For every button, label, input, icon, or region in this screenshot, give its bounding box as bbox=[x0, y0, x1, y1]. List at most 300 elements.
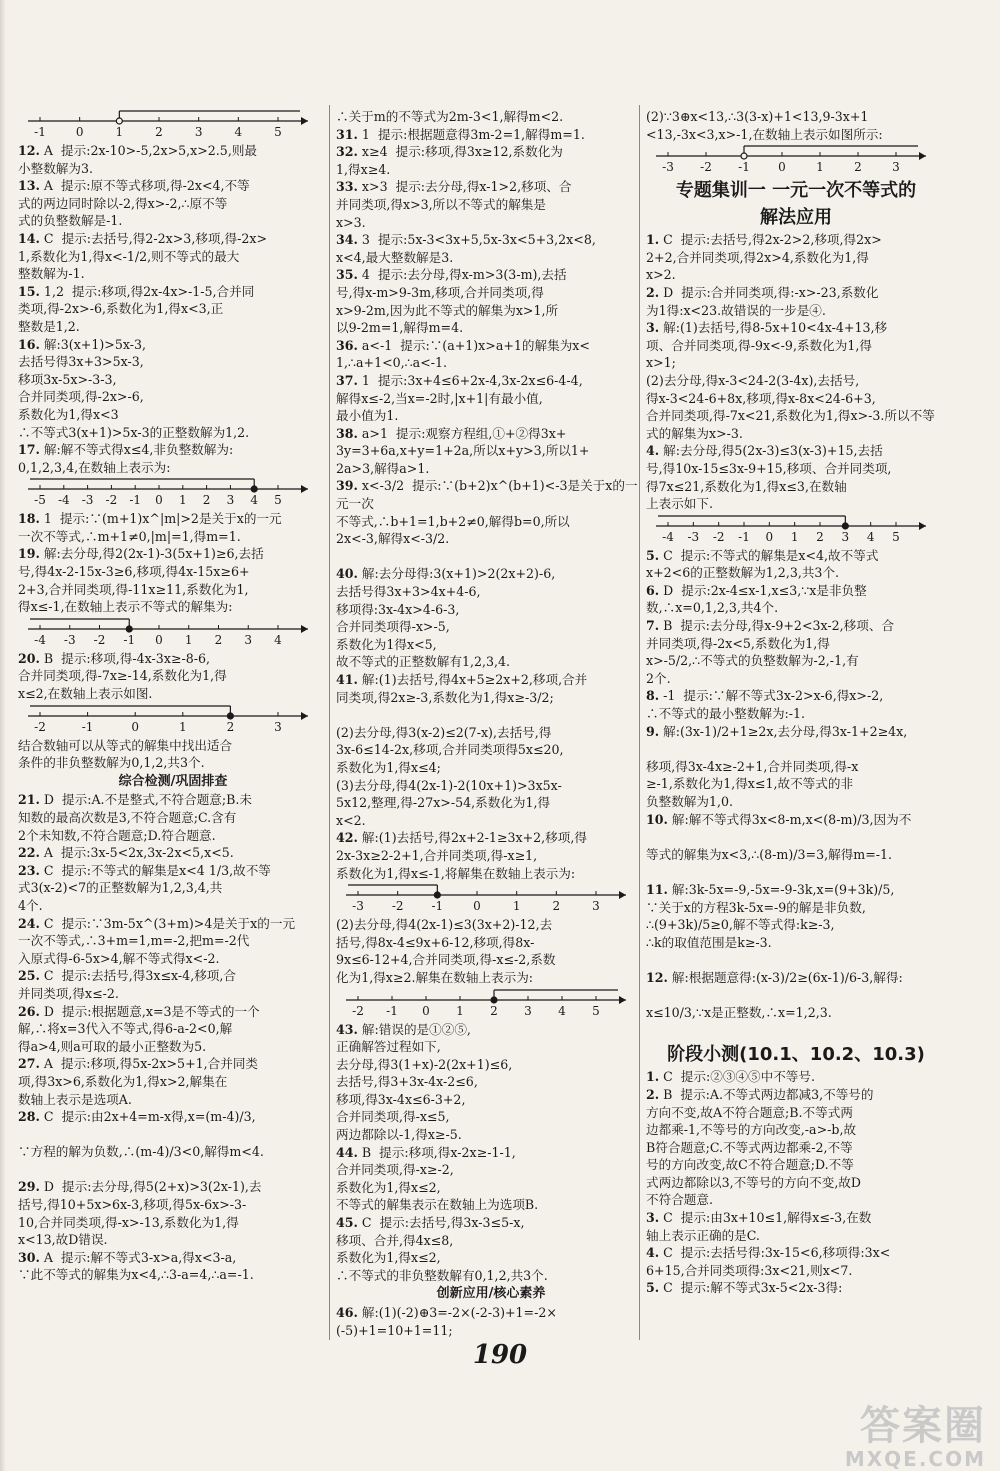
answer-text: ∴不等式的非负整数解有0,1,2,共3个. bbox=[336, 1267, 548, 1283]
answer-line bbox=[336, 865, 646, 883]
answer-item bbox=[18, 510, 328, 528]
number-line-label: -4 bbox=[57, 493, 70, 508]
number-line bbox=[646, 145, 936, 175]
answer-text: 号的方向改变,故C不符合题意;D.不等 bbox=[646, 1157, 854, 1173]
answer-text: C 提示:不等式的解集是x<4,故不等式 bbox=[659, 547, 879, 563]
answer-item bbox=[646, 1086, 946, 1104]
answer-line bbox=[646, 863, 946, 881]
answer-item bbox=[336, 266, 646, 284]
answer-line bbox=[336, 583, 646, 601]
answer-text: ∴(9+3k)/5≥0,解不等式得:k≥-3, bbox=[646, 917, 835, 933]
answer-item bbox=[18, 545, 328, 563]
answer-line bbox=[18, 985, 328, 1003]
answer-text: ∵此不等式的解集为x<4,∴3-a=4,∴a=-1. bbox=[18, 1267, 254, 1283]
answer-text: 不等式的解集表示在数轴上为选项B. bbox=[336, 1197, 539, 1213]
answer-text: 边都乘-1,不等号的方向改变,-a>-b,故 bbox=[646, 1122, 857, 1138]
question-number: 40. bbox=[336, 566, 358, 582]
answer-text: 1,系数化为1,得x<-1/2,则不等式的最大 bbox=[18, 248, 240, 264]
number-line-label: -1 bbox=[431, 899, 444, 914]
number-line-label: 3 bbox=[892, 160, 900, 175]
answer-text: x<-3/2 提示:∵(b+2)x^(b+1)<-3是关于x的一元一次 bbox=[336, 478, 638, 512]
answer-line bbox=[18, 809, 328, 827]
answer-line bbox=[18, 212, 328, 230]
answer-item bbox=[336, 143, 646, 161]
question-number: 18. bbox=[18, 511, 40, 527]
answer-text: 去括号得3x+3>5x-3, bbox=[18, 354, 144, 370]
answer-item bbox=[336, 1021, 646, 1039]
chapter-heading: 专题集训一 一元一次不等式的 bbox=[675, 180, 917, 202]
answer-item bbox=[18, 791, 328, 809]
answer-text: D 提示:去分母,得5(2+x)>3(2x-1),去 bbox=[39, 1179, 262, 1195]
answer-line bbox=[18, 424, 328, 442]
question-number: 1. bbox=[646, 1069, 660, 1085]
answer-line bbox=[18, 950, 328, 968]
question-number: 45. bbox=[336, 1215, 358, 1231]
closed-endpoint bbox=[491, 997, 497, 1003]
answer-text: 最小值为1. bbox=[336, 408, 399, 424]
answer-item bbox=[18, 230, 328, 248]
answer-line bbox=[336, 1232, 646, 1250]
answer-text: 6+15,合并同类项得:3x<21,则x<7. bbox=[646, 1262, 853, 1278]
answer-text: 数轴上表示是选项A. bbox=[18, 1091, 132, 1107]
answer-line bbox=[18, 563, 328, 581]
answer-item bbox=[646, 1068, 946, 1086]
answer-text: x+2<6的正整数解为1,2,3,共3个. bbox=[646, 565, 840, 581]
answer-line bbox=[646, 1191, 946, 1209]
number-line-label: 2 bbox=[854, 160, 862, 175]
number-line-label: 0 bbox=[422, 1003, 430, 1018]
answer-text: ∴不等式3(x+1)>5x-3的正整数解为1,2. bbox=[18, 424, 250, 440]
answer-item bbox=[18, 862, 328, 880]
answer-line bbox=[18, 581, 328, 599]
answer-item bbox=[646, 687, 946, 705]
number-line bbox=[18, 618, 318, 648]
answer-text: 2+3,合并同类项,得-11x≥11,系数化为1, bbox=[18, 581, 249, 597]
answer-line bbox=[336, 319, 646, 337]
answer-text: B 提示:移项,得-4x-3x≥-8-6, bbox=[39, 650, 211, 666]
number-line-label: 1 bbox=[816, 160, 824, 175]
answer-text: C 提示:去括号,得3x≤x-4,移项,合 bbox=[39, 968, 236, 984]
answer-line bbox=[336, 934, 646, 952]
number-line-label: -1 bbox=[81, 719, 94, 734]
answer-text: 一次不等式,∴3+m=1,m=-2,把m=-2代 bbox=[18, 933, 250, 949]
question-number: 10. bbox=[646, 811, 668, 827]
answer-text: 1,∴a+1<0,∴a<-1. bbox=[336, 355, 448, 371]
number-line-label: -2 bbox=[712, 529, 725, 544]
answer-line bbox=[336, 460, 646, 478]
answer-line bbox=[646, 1121, 946, 1139]
answer-line bbox=[646, 460, 946, 478]
answer-text: 得x≤-1,在数轴上表示不等式的解集为: bbox=[18, 599, 233, 615]
answer-line bbox=[336, 1322, 646, 1340]
answer-item bbox=[18, 967, 328, 985]
number-line-label: 2 bbox=[552, 899, 561, 914]
question-number: 42. bbox=[336, 830, 358, 846]
answer-line bbox=[18, 1143, 328, 1161]
answer-line bbox=[336, 759, 646, 777]
answer-line bbox=[646, 1262, 946, 1280]
answer-line bbox=[336, 548, 646, 566]
answer-line bbox=[336, 969, 646, 987]
answer-line bbox=[18, 160, 328, 178]
answer-text: 移项得:3x-4x>4-6-3, bbox=[336, 601, 460, 617]
answer-line bbox=[18, 879, 328, 897]
answer-text: 项,得3x>6,系数化为1,得x>2,解集在 bbox=[18, 1073, 228, 1089]
answer-line bbox=[336, 1056, 646, 1074]
question-number: 8. bbox=[646, 688, 660, 704]
answer-text: 3y=3+6a,x+y=1+2a,所以x+y>3,所以1+ bbox=[336, 443, 590, 459]
answer-item bbox=[336, 1304, 646, 1322]
answer-line bbox=[646, 899, 946, 917]
question-number: 16. bbox=[18, 336, 40, 352]
answer-text: x≤2,在数轴上表示如图. bbox=[18, 686, 153, 702]
number-line-label: 2 bbox=[490, 1003, 498, 1018]
answer-text: 不等式,∴b+1=1,b+2≠0,解得b=0,所以 bbox=[336, 513, 570, 529]
number-line-label: -3 bbox=[63, 632, 76, 647]
answer-line bbox=[646, 599, 946, 617]
answer-text: 系数化为1,得x≤4; bbox=[336, 759, 441, 775]
answer-text: C 提示:②③④⑤中不等号. bbox=[659, 1069, 815, 1085]
number-line-label: 0 bbox=[131, 719, 140, 734]
answer-text: 并同类项,得-2x<5,系数化为1,得 bbox=[646, 635, 830, 651]
answer-text: 方向不变,故A不符合题意;B.不等式两 bbox=[646, 1104, 853, 1120]
number-line-arrow bbox=[301, 485, 308, 493]
number-line-label: 0 bbox=[155, 632, 163, 647]
answer-line bbox=[336, 1108, 646, 1126]
answer-text: 类项,得-2x>-6,系数化为1,得x<3,正 bbox=[18, 301, 224, 317]
answer-line bbox=[336, 407, 646, 425]
answer-line bbox=[18, 195, 328, 213]
answer-line bbox=[18, 300, 328, 318]
answer-line bbox=[18, 318, 328, 336]
number-line-arrow bbox=[619, 891, 626, 899]
number-line-label: 0 bbox=[473, 899, 481, 914]
answer-text: ∵方程的解为负数,∴(m-4)/3<0,解得m<4. bbox=[18, 1144, 264, 1160]
question-number: 26. bbox=[18, 1003, 40, 1019]
answer-text: 3 提示:5x-3<3x+5,5x-3x<5+3,2x<8, bbox=[357, 232, 596, 248]
section-heading: 创新应用/核心素养 bbox=[436, 1286, 546, 1302]
number-line-label: 0 bbox=[75, 125, 84, 139]
answer-text: 解:去分母得:3(x+1)>2(2x+2)-6, bbox=[357, 566, 556, 582]
answer-line bbox=[336, 530, 646, 548]
question-number: 46. bbox=[336, 1305, 358, 1320]
answer-text: 3x-6≤14-2x,移项,合并同类项得5x≤20, bbox=[336, 742, 564, 758]
answer-text: D 提示:根据题意,x=3是不等式的一个 bbox=[39, 1003, 260, 1019]
answer-item bbox=[336, 671, 646, 689]
question-number: 5. bbox=[646, 1280, 660, 1296]
answer-line bbox=[646, 951, 946, 969]
answer-line bbox=[646, 775, 946, 793]
answer-line bbox=[646, 1004, 946, 1022]
number-line-arrow bbox=[301, 117, 308, 125]
answer-text: 项、合并同类项,得-9x<-9,系数化为1,得 bbox=[646, 337, 872, 353]
answer-text: 小整数解为3. bbox=[18, 160, 93, 176]
answer-column-left bbox=[18, 108, 328, 1284]
answer-text: 5x12,整理,得-27x>-54,系数化为1,得 bbox=[336, 795, 551, 811]
answer-text: 1,2 提示:移项,得2x-4x>-1-5,合并同 bbox=[39, 283, 255, 299]
number-line-label: -1 bbox=[738, 529, 750, 544]
answer-item bbox=[646, 547, 946, 565]
answer-text: 同类项,得2x≥-3,系数化为1,得x≥-3/2; bbox=[336, 689, 554, 705]
number-line-label: 4 bbox=[274, 632, 282, 647]
answer-text: 得7x≤21,系数化为1,得x≤3,在数轴 bbox=[646, 478, 847, 494]
chapter-heading: 阶段小测(10.1、10.2、10.3) bbox=[667, 1044, 925, 1066]
number-line-label: -2 bbox=[34, 719, 46, 734]
answer-item bbox=[336, 126, 646, 144]
answer-item bbox=[336, 1144, 646, 1162]
answer-line bbox=[18, 1196, 328, 1214]
number-line-label: 4 bbox=[558, 1003, 566, 1018]
answer-line bbox=[646, 390, 946, 408]
question-number: 22. bbox=[18, 845, 40, 861]
page-number: 190 bbox=[472, 1340, 528, 1370]
answer-line bbox=[336, 1038, 646, 1056]
answer-item bbox=[18, 1108, 328, 1126]
answer-text: 2个未知数,不符合题意;D.符合题意. bbox=[18, 827, 216, 843]
number-line-label: 3 bbox=[194, 125, 203, 139]
answer-text: <13,-3x<3,x>-1,在数轴上表示如图所示: bbox=[646, 126, 883, 142]
answer-text: 整数解为-1. bbox=[18, 266, 85, 282]
answer-text: 式两边都除以3,不等号的方向不变,故D bbox=[646, 1174, 862, 1190]
answer-text: B 提示:去分母,得x-9+2<3x-2,移项、合 bbox=[659, 618, 895, 634]
answer-text: 解:错误的是①②⑤, bbox=[357, 1021, 471, 1037]
answer-line bbox=[646, 1104, 946, 1122]
question-number: 32. bbox=[336, 144, 358, 160]
number-line-label: -5 bbox=[34, 493, 46, 508]
answer-text: 解,∴将x=3代入不等式,得6-a-2<0,解 bbox=[18, 1021, 233, 1037]
answer-text: ∴k的取值范围是k≥-3. bbox=[646, 934, 772, 950]
answer-item bbox=[18, 1178, 328, 1196]
answer-line bbox=[336, 1161, 646, 1179]
answer-text: 负整数解为1,0. bbox=[646, 794, 734, 809]
number-line-label: 5 bbox=[274, 125, 282, 139]
question-number: 23. bbox=[18, 862, 40, 878]
answer-line bbox=[18, 737, 328, 755]
answer-text: 两边都除以-1,得x≥-5. bbox=[336, 1127, 462, 1143]
number-line-label: 3 bbox=[274, 719, 282, 734]
answer-line bbox=[646, 1174, 946, 1192]
answer-line bbox=[18, 1091, 328, 1109]
column-divider bbox=[329, 105, 330, 1340]
question-number: 17. bbox=[18, 442, 40, 458]
answer-column-right bbox=[646, 108, 946, 1297]
question-number: 44. bbox=[336, 1144, 358, 1160]
answer-text: 移项,得3x-4x≥-2+1,合并同类项,得-x bbox=[646, 758, 859, 774]
answer-text: C 提示:由3x+10≤1,解得x≤-3,在数 bbox=[659, 1210, 872, 1226]
answer-text: 式的两边同时除以-2,得x>-2,∴原不等 bbox=[18, 195, 228, 211]
answer-line bbox=[336, 636, 646, 654]
answer-item bbox=[18, 142, 328, 160]
number-line-label: -1 bbox=[123, 632, 136, 647]
answer-text: 解:(3x-1)/2+1≥2x,去分母,得3x-1+2≥4x, bbox=[659, 723, 908, 739]
number-line-label: -2 bbox=[391, 899, 404, 914]
answer-text: 去分母,得3(1+x)-2(2x+1)≤6, bbox=[336, 1056, 513, 1072]
answer-line bbox=[18, 1161, 328, 1179]
answer-item bbox=[646, 284, 946, 302]
number-line-arrow bbox=[919, 522, 926, 530]
answer-line bbox=[18, 248, 328, 266]
answer-text: 上表示如下. bbox=[646, 496, 713, 512]
number-line-label: 5 bbox=[274, 493, 282, 508]
answer-text: 移项3x-5x>-3-3, bbox=[18, 371, 117, 387]
answer-text: x>3 提示:去分母,得x-1>2,移项、合 bbox=[357, 179, 572, 195]
answer-line bbox=[646, 758, 946, 776]
answer-line bbox=[646, 564, 946, 582]
closed-endpoint bbox=[227, 713, 233, 719]
number-line bbox=[646, 515, 936, 545]
answer-text: 解:3(x+1)>5x-3, bbox=[39, 336, 146, 352]
answer-item bbox=[646, 442, 946, 460]
number-line bbox=[18, 478, 318, 508]
answer-text: (2)去分母,得3(x-2)≤2(7-x),去括号,得 bbox=[336, 724, 552, 740]
answer-item bbox=[646, 582, 946, 600]
question-number: 7. bbox=[646, 618, 660, 634]
answer-line bbox=[336, 618, 646, 636]
number-line-label: 1 bbox=[184, 632, 193, 647]
answer-text: 1,得x≥4. bbox=[336, 161, 391, 177]
answer-line bbox=[336, 1126, 646, 1144]
question-number: 20. bbox=[18, 650, 40, 666]
answer-text: 解得x≤-2,当x=-2时,|x+1|有最小值, bbox=[336, 390, 543, 406]
answer-text: 2x<-3,解得x<-3/2. bbox=[336, 531, 450, 547]
answer-text: 9x≤6-12+4,合并同类项,得-x≤-2,系数 bbox=[336, 952, 556, 968]
question-number: 4. bbox=[646, 1245, 660, 1261]
answer-text: 正确解答过程如下, bbox=[336, 1039, 441, 1055]
answer-item bbox=[18, 1055, 328, 1073]
number-line-label: 3 bbox=[592, 899, 600, 914]
number-line-label: -3 bbox=[662, 160, 674, 175]
question-number: 4. bbox=[646, 443, 660, 459]
watermark-url: MXQE.COM bbox=[844, 1447, 986, 1471]
answer-line bbox=[646, 337, 946, 355]
answer-text: A 提示:解不等式3-x>a,得x<3-a, bbox=[39, 1249, 237, 1265]
answer-text: x≤10/3,∵x是正整数,∴x=1,2,3. bbox=[646, 1005, 832, 1021]
answer-text: 系数化为1,得x≤-1,将解集在数轴上表示为: bbox=[336, 865, 576, 881]
answer-text: 括号,得8x-4≤9x+6-12,移项,得8x- bbox=[336, 934, 535, 950]
answer-line bbox=[646, 126, 946, 144]
answer-line bbox=[336, 442, 646, 460]
answer-line bbox=[646, 828, 946, 846]
number-line-label: 1 bbox=[456, 1003, 464, 1018]
answer-line bbox=[336, 689, 646, 707]
answer-line bbox=[18, 1020, 328, 1038]
answer-text: ≥-1,系数化为1,得x≤1,故不等式的非 bbox=[646, 776, 854, 792]
answer-text: 条件的非负整数解为0,1,2,共3个. bbox=[18, 755, 205, 771]
question-number: 30. bbox=[18, 1249, 40, 1265]
answer-line bbox=[336, 302, 646, 320]
question-number: 27. bbox=[18, 1056, 40, 1072]
answer-line bbox=[336, 653, 646, 671]
answer-line bbox=[18, 1038, 328, 1056]
answer-item bbox=[18, 915, 328, 933]
answer-line bbox=[336, 847, 646, 865]
answer-line bbox=[336, 706, 646, 724]
answer-line bbox=[646, 740, 946, 758]
number-line-label: 4 bbox=[234, 125, 243, 139]
answer-item bbox=[646, 319, 946, 337]
answer-line bbox=[646, 1156, 946, 1174]
answer-line bbox=[18, 1214, 328, 1232]
number-line-label: -3 bbox=[687, 529, 700, 544]
question-number: 19. bbox=[18, 546, 40, 562]
answer-text: 合并同类项,得-x≥-2, bbox=[336, 1162, 454, 1178]
answer-text: 式的解集为x>-3. bbox=[646, 425, 743, 441]
answer-text: C 提示:去括号,得3x-3≤5-x, bbox=[357, 1215, 525, 1231]
answer-item bbox=[646, 1244, 946, 1262]
answer-line bbox=[336, 951, 646, 969]
answer-text: 并同类项,得x>3,所以不等式的解集是 bbox=[336, 196, 546, 212]
answer-text: 合并同类项,得-7x≥-14,系数化为1,得 bbox=[18, 668, 227, 684]
answer-line bbox=[18, 265, 328, 283]
answer-text: 去括号得3x+3>4x+4-6, bbox=[336, 584, 481, 600]
answer-text: 入原式得-6-5x>4,解不等式得x<-2. bbox=[18, 950, 220, 966]
question-number: 24. bbox=[18, 915, 40, 931]
answer-text: B 提示:移项,得x-2x≥-1-1, bbox=[357, 1144, 516, 1160]
number-line-label: 5 bbox=[892, 529, 900, 544]
answer-text: A 提示:移项,得5x-2x>5+1,合并同类 bbox=[39, 1056, 259, 1072]
answer-text: 故不等式的正整数解有1,2,3,4. bbox=[336, 654, 511, 670]
question-number: 38. bbox=[336, 425, 358, 441]
answer-line bbox=[646, 495, 946, 513]
number-line-label: 4 bbox=[866, 529, 875, 544]
answer-text: 数,∴x=0,1,2,3,共4个. bbox=[646, 600, 779, 616]
number-line-label: -1 bbox=[738, 160, 750, 175]
answer-item bbox=[18, 1249, 328, 1267]
answer-text: 解:解不等式得x≤4,非负整数解为: bbox=[39, 442, 234, 458]
question-number: 34. bbox=[336, 232, 358, 248]
answer-line bbox=[336, 812, 646, 830]
answer-text: 等式的解集为x<3,∴(8-m)/3=3,解得m=-1. bbox=[646, 846, 893, 862]
answer-line bbox=[18, 459, 328, 477]
answer-item bbox=[18, 650, 328, 668]
question-number: 2. bbox=[646, 284, 660, 300]
answer-text: C 提示:不等式的解集是x<4 1/3,故不等 bbox=[39, 862, 271, 878]
question-number: 37. bbox=[336, 372, 358, 388]
answer-text: 一次不等式,∴m+1≠0,|m|=1,得m=1. bbox=[18, 528, 241, 544]
answer-text: 1 提示:3x+4≤6+2x-4,3x-2x≤6-4-4, bbox=[357, 372, 583, 388]
answer-line bbox=[336, 794, 646, 812]
answer-line bbox=[336, 601, 646, 619]
answer-line bbox=[646, 425, 946, 443]
answer-item bbox=[646, 231, 946, 249]
answer-text: 为1得:x<23.故错误的一步是④. bbox=[646, 302, 826, 318]
closed-endpoint bbox=[126, 626, 132, 632]
answer-text: ∴关于m的不等式为2m-3<1,解得m<2. bbox=[336, 109, 564, 124]
answer-text: A 提示:2x-10>-5,2x>5,x>2.5,则最 bbox=[39, 143, 258, 158]
answer-text: 得a>4,则a可取的最小正整数为5. bbox=[18, 1038, 207, 1054]
answer-text: C 提示:去括号,得2x-2>2,移项,得2x> bbox=[659, 232, 882, 248]
answer-line bbox=[18, 353, 328, 371]
answer-text: 以9-2m=1,解得m=4. bbox=[336, 320, 464, 336]
answer-line bbox=[336, 196, 646, 214]
answer-line bbox=[18, 827, 328, 845]
answer-item bbox=[18, 336, 328, 354]
answer-text: (3)去分母,得4(2x-1)-2(10x+1)>3x5x- bbox=[336, 777, 562, 793]
answer-text: D 提示:A.不是整式,不符合题意;B.未 bbox=[39, 792, 252, 808]
answer-text: x<13,故D错误. bbox=[18, 1232, 108, 1248]
question-number: 2. bbox=[646, 1086, 660, 1102]
answer-text: D 提示:2x-4≤x-1,x≤3,∵x是非负整 bbox=[659, 582, 867, 598]
answer-text: 0,1,2,3,4,在数轴上表示为: bbox=[18, 459, 171, 475]
answer-text: 解:3k-5x=-9,-5x=-9-3k,x=(9+3k)/5, bbox=[667, 881, 895, 897]
number-line-label: 3 bbox=[226, 493, 235, 508]
answer-line bbox=[646, 934, 946, 952]
answer-item bbox=[336, 1214, 646, 1232]
answer-line bbox=[336, 513, 646, 531]
question-number: 14. bbox=[18, 230, 40, 246]
answer-text: x≥4 提示:移项,得3x≥12,系数化为 bbox=[357, 144, 563, 160]
answer-item bbox=[18, 844, 328, 862]
